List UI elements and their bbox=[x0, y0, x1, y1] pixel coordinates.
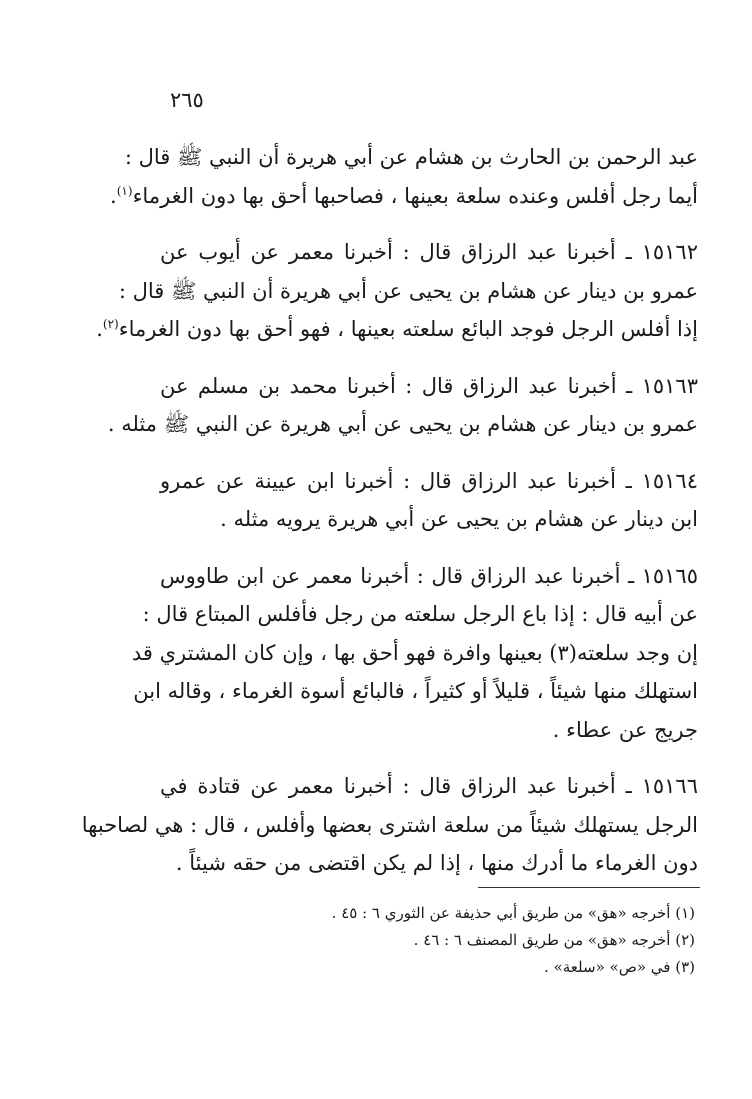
text-line: استهلك منها شيئاً ، قليلاً أو كثيراً ، فالبائع أسوة الغرماء ، وقاله ابن bbox=[133, 679, 698, 703]
text-line: عمرو بن دينار عن هشام بن يحيى عن أبي هريرة أن النبي ﷺ قال : bbox=[118, 278, 698, 303]
text-line: ابن دينار عن هشام بن يحيى عن أبي هريرة يرويه مثله . bbox=[220, 507, 698, 531]
text-line: عمرو بن دينار عن هشام بن يحيى عن أبي هريرة عن النبي ﷺ مثله . bbox=[107, 412, 698, 436]
footnote-ref[interactable]: (١) bbox=[116, 183, 133, 198]
text-fragment: أيما رجل أفلس وعنده سلعة بعينها ، فصاحبها أحق بها دون الغرماء bbox=[132, 183, 698, 208]
text-fragment: . bbox=[110, 183, 117, 208]
text-fragment: . bbox=[96, 317, 103, 341]
text-line: دون الغرماء ما أدرك منها ، إذا لم يكن اقتضى من حقه شيئاً . bbox=[175, 851, 698, 875]
hadith-paragraph bbox=[81, 767, 698, 883]
text-line: ١٥١٦٥ ـ أخبرنا عبد الرزاق قال : أخبرنا معمر عن ابن طاووس bbox=[160, 563, 698, 588]
footnote-divider bbox=[478, 887, 700, 888]
footnote: (٢) أخرجه «هق» من طريق المصنف ٦ : ٤٦ . bbox=[413, 931, 695, 949]
hadith-paragraph bbox=[96, 233, 698, 349]
text-line: عن أبيه قال : إذا باع الرجل سلعته من رجل فأفلس المبتاع قال : bbox=[142, 602, 698, 626]
text-fragment: إذا أفلس الرجل فوجد البائع سلعته بعينها ، فهو أحق بها دون الغرماء bbox=[118, 317, 698, 341]
text-line: عبد الرحمن بن الحارث بن هشام عن أبي هريرة أن النبي ﷺ قال : bbox=[124, 145, 698, 169]
footnotes bbox=[160, 900, 695, 981]
hadith-paragraph bbox=[131, 557, 698, 750]
text-line bbox=[96, 310, 698, 349]
text-line: جريج عن عطاء . bbox=[552, 717, 698, 742]
text-line: ١٥١٦٢ ـ أخبرنا عبد الرزاق قال : أخبرنا معمر عن أيوب عن bbox=[160, 240, 698, 264]
page-number: ٢٦٥ bbox=[170, 88, 204, 112]
hadith-paragraph bbox=[160, 462, 698, 539]
text-line: ١٥١٦٤ ـ أخبرنا عبد الرزاق قال : أخبرنا ابن عيينة عن عمرو bbox=[160, 468, 698, 493]
footnote-ref[interactable]: (٢) bbox=[102, 317, 119, 331]
text-line: ١٥١٦٦ ـ أخبرنا عبد الرزاق قال : أخبرنا معمر عن قتادة في bbox=[160, 774, 698, 798]
main-text bbox=[81, 138, 698, 901]
text-line: الرجل يستهلك شيئاً من سلعة اشترى بعضها وأفلس ، قال : هي لصاحبها bbox=[81, 812, 698, 837]
text-line: إن وجد سلعته(٣) بعينها وافرة فهو أحق بها ، وإن كان المشتري قد bbox=[131, 640, 698, 665]
hadith-paragraph bbox=[110, 138, 698, 215]
text-line: ١٥١٦٣ ـ أخبرنا عبد الرزاق قال : أخبرنا محمد بن مسلم عن bbox=[160, 373, 698, 398]
footnote: (٣) في «ص» «سلعة» . bbox=[544, 958, 695, 976]
hadith-paragraph bbox=[107, 367, 698, 444]
footnote: (١) أخرجه «هق» من طريق أبي حذيفة عن الثوري ٦ : ٤٥ . bbox=[331, 904, 695, 922]
text-line bbox=[110, 177, 698, 216]
